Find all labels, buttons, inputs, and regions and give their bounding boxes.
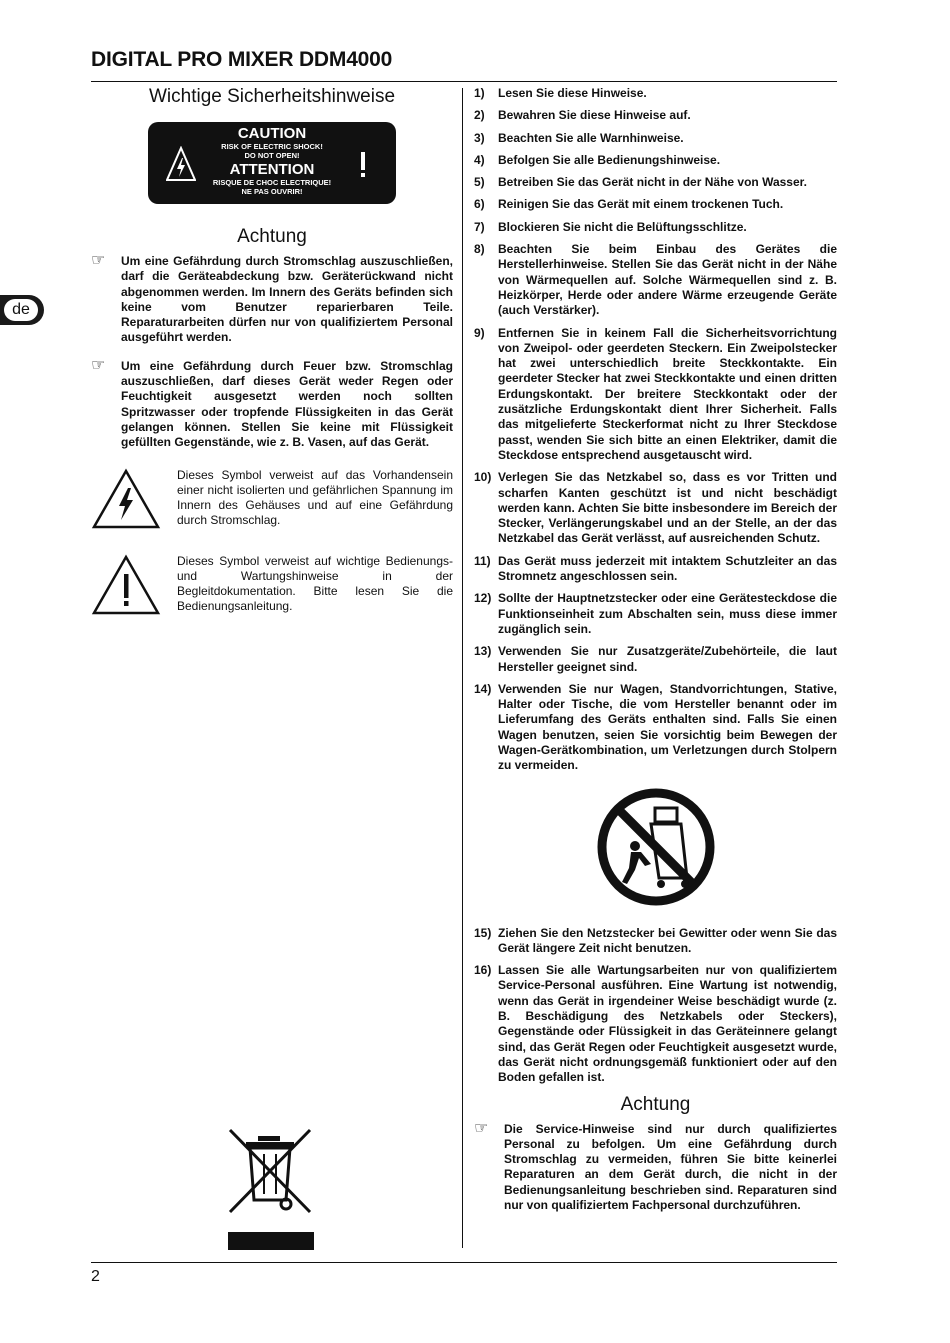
rule-item: 2) Bewahren Sie diese Hinweise auf. <box>474 108 691 123</box>
symbol-row-info <box>91 554 453 654</box>
attention-sub-1: RISQUE DE CHOC ELECTRIQUE! <box>212 178 332 187</box>
rule-item: 12) Sollte der Hauptnetzstecker oder eine Gerätesteckdose die Funktionseinheit zum Abschalten sein, muss diese immer zugänglich sein. <box>474 591 837 636</box>
rule-item: 7) Blockieren Sie nicht die Belüftungsschlitze. <box>474 219 747 234</box>
column-divider <box>462 88 463 1248</box>
safety-heading: Wichtige Sicherheitshinweise <box>148 86 396 107</box>
rule-item: 16) Lassen Sie alle Wartungsarbeiten nur von qualifiziertem Service-Personal ausführen. Eine Wartung ist notwendig, wenn das Gerät in irgendeiner Weise beschädigt wurde (z. B. Beschädigung des Netzkabels oder Steckers), Gegenstände oder Flüssigkeit in das Geräteinnere gelangt sind, das Gerät Regen oder Feuchtigkeit ausgesetzt wurde, das Gerät nicht ordnungsgemäß funktioniert oder auf den Boden gefallen ist. <box>474 963 837 1085</box>
exclamation-warning-icon <box>348 146 378 182</box>
warning-note-1-text: Um eine Gefährdung durch Stromschlag auszuschließen, darf die Geräteabdeckung bzw. Geräterückwand nicht abgenommen werden. Im Innern des Geräts befinden sich keine vom Benutzer reparierbaren Teile. Reparaturarbeiten dürfen nur von qualifiziertem Personal ausgeführt werden. <box>121 254 453 345</box>
rule-item: 1) Lesen Sie diese Hinweise. <box>474 86 647 100</box>
symbol-row-shock <box>91 468 453 568</box>
warning-note-1 <box>91 254 453 346</box>
pointing-hand-icon: ☞ <box>91 356 106 374</box>
achtung-heading-left: Achtung <box>237 226 307 247</box>
rule-item: 8) Beachten Sie beim Einbau des Gerätes die Herstellerhinweise. Stellen Sie das Gerät nicht in der Nähe von Wärmequellen auf. Solche Wärmequellen sind z. B. Heizkörper, Herde oder andere Wärme erzeugende Geräte (auch Verstärker). <box>474 242 837 318</box>
pointing-hand-icon: ☞ <box>474 1119 489 1137</box>
cart-warning-icon <box>595 786 717 908</box>
rule-item: 6) Reinigen Sie das Gerät mit einem trockenen Tuch. <box>474 197 784 212</box>
caution-sub-1: RISK OF ELECTRIC SHOCK! <box>221 142 323 151</box>
caution-sub-2: DO NOT OPEN! <box>244 151 300 160</box>
achtung-heading-right: Achtung <box>620 1093 691 1115</box>
attention-sub-2: NE PAS OUVRIR! <box>241 187 303 196</box>
info-symbol-text: Dieses Symbol verweist auf wichtige Bedienungs- und Wartungshinweise in der Begleitdokumentation. Bitte lesen Sie die Bedienungsanleitung. <box>177 553 453 614</box>
left-column <box>91 86 453 654</box>
warning-note-2 <box>91 356 453 451</box>
lightning-warning-icon <box>166 146 196 182</box>
rule-item: 9) Entfernen Sie in keinem Fall die Sicherheitsvorrichtung von Zweipol- oder geerdeten Steckern. Ein Zweipolstecker hat zwei unterschiedlich breite Steckkontakte. Ein geerdeter Stecker hat zwei Steckkontakte und einen dritten Erdungskontakt. Der breitere Steckkontakt oder der zusätzliche Erdungskontakt dient Ihrer Sicherheit. Falls das mitgelieferte Steckerformat nicht zu Ihrer Steckdose passt, wenden Sie sich bitte an einen Elektriker, damit die Steckdose entsprechend ausgetauscht wird. <box>474 325 837 462</box>
safety-rules-list <box>474 86 837 774</box>
exclamation-triangle-icon <box>91 554 161 616</box>
shock-symbol-text: Dieses Symbol verweist auf das Vorhandensein einer nicht isolierten und gefährlichen Spannung im Innern des Gehäuses und auf eine Gefährdung durch Stromschlag. <box>177 467 453 528</box>
rule-item: 3) Beachten Sie alle Warnhinweise. <box>474 130 684 145</box>
caution-label <box>148 122 396 204</box>
page-number: 2 <box>91 1268 100 1285</box>
service-note <box>474 1119 837 1214</box>
rule-item: 5) Betreiben Sie das Gerät nicht in der Nähe von Wasser. <box>474 175 807 190</box>
rule-item: 14) Verwenden Sie nur Wagen, Standvorrichtungen, Stative, Halter oder Tische, die vom Hersteller benannt oder im Lieferumfang des Geräts enthalten sind. Falls Sie einen Wagen benutzen, seien Sie vorsichtig beim Bewegen der Wagen-Gerätkombination, um Verletzungen durch Stolpern zu vermeiden. <box>474 681 837 773</box>
attention-title: ATTENTION <box>229 161 315 178</box>
header-rule <box>91 81 837 82</box>
rule-item: 10) Verlegen Sie das Netzkabel so, dass es vor Tritten und scharfen Kanten geschützt ist und nicht beschädigt werden kann. Achten Sie bitte insbesondere im Bereich der Stecker, Verlängerungskabel und an der Stelle, an der das Netzkabel das Gerät verlässt, auf ausreichenden Schutz. <box>474 470 837 546</box>
pointing-hand-icon: ☞ <box>91 252 106 269</box>
language-tab[interactable] <box>0 295 44 325</box>
electric-shock-triangle-icon <box>91 468 161 530</box>
footer-rule <box>91 1262 837 1263</box>
rule-item: 15) Ziehen Sie den Netzstecker bei Gewitter oder wenn Sie das Gerät längere Zeit nicht benutzen. <box>474 925 837 955</box>
crossed-out-bin-icon <box>222 1128 318 1252</box>
language-tab-label: de <box>4 299 38 321</box>
right-column <box>474 86 837 1213</box>
document-title: DIGITAL PRO MIXER DDM4000 <box>91 48 393 71</box>
caution-title: CAUTION <box>237 125 307 142</box>
rule-item: 4) Befolgen Sie alle Bedienungshinweise. <box>474 152 721 167</box>
rule-item: 13) Verwenden Sie nur Zusatzgeräte/Zubehörteile, die laut Hersteller geeignet sind. <box>474 644 837 674</box>
rule-item: 11) Das Gerät muss jederzeit mit intaktem Schutzleiter an das Stromnetz angeschlossen sein. <box>474 553 837 584</box>
safety-rules-list-continued <box>474 926 837 1086</box>
warning-note-2-text: Um eine Gefährdung durch Feuer bzw. Stromschlag auszuschließen, darf dieses Gerät weder Regen oder Feuchtigkeit ausgesetzt werden noch sollten Spritzwasser oder tropfende Flüssigkeiten in das Gerät gelangen können. Stellen Sie keine mit Flüssigkeit gefüllten Gegenstände, wie z. B. Vasen, auf das Gerät. <box>121 358 453 450</box>
service-note-text: Die Service-Hinweise sind nur durch qualifiziertes Personal zu befolgen. Um eine Gefährdung durch Stromschlag zu vermeiden, führen Sie bitte keinerlei Reparaturen an dem Gerät durch, die nicht in der Bedienungsanleitung beschrieben sind. Reparaturen sind nur von qualifiziertem Fachpersonal durchzuführen. <box>504 1121 837 1213</box>
